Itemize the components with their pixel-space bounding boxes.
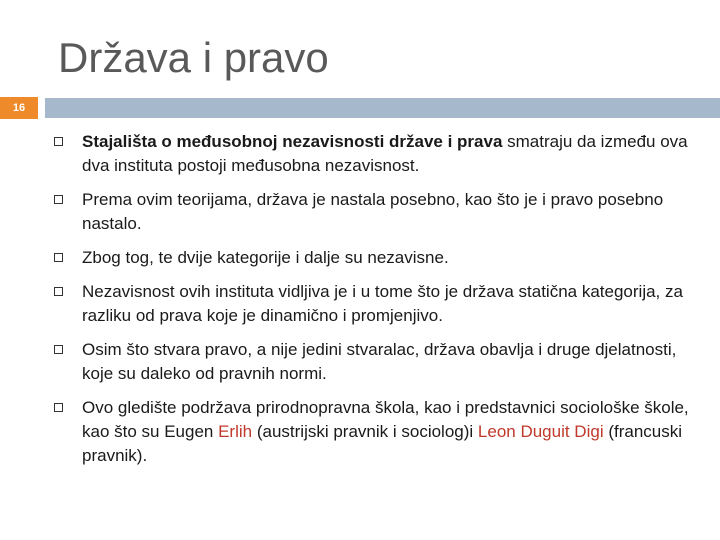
bullet-text: Osim što stvara pravo, a nije jedini stvaralac, država obavlja i druge djelatnosti, koje su daleko od pravnih normi. xyxy=(82,340,677,383)
bullet-item xyxy=(54,338,704,386)
person-name-erlih: Erlih xyxy=(218,422,253,441)
bullet-list xyxy=(54,130,704,478)
bullet-text: Nezavisnost ovih instituta vidljiva je i u tome što je država statična kategorija, za razliku od prava koje je dinamično i promjenjivo. xyxy=(82,282,683,325)
bullet-text: Ovo gledište podržava prirodnopravna škola, kao i predstavnici sociološke škole, kao što su Eugen xyxy=(82,398,689,441)
bullet-text: (austrijski pravnik i sociolog)i xyxy=(252,422,478,441)
bullet-item xyxy=(54,280,704,328)
bullet-item xyxy=(54,396,704,468)
bullet-text: Prema ovim teorijama, država je nastala posebno, kao što je i pravo posebno nastalo. xyxy=(82,190,664,233)
bullet-text: Zbog tog, te dvije kategorije i dalje su nezavisne. xyxy=(82,248,449,267)
bullet-item xyxy=(54,188,704,236)
person-name-duguit: Leon Duguit Digi xyxy=(477,422,604,441)
bullet-item xyxy=(54,130,704,178)
title-rule xyxy=(45,98,720,118)
bullet-bold-text: Stajališta o međusobnoj nezavisnosti države i prava xyxy=(82,132,503,151)
square-bullet-icon xyxy=(54,345,63,354)
square-bullet-icon xyxy=(54,253,63,262)
square-bullet-icon xyxy=(54,287,63,296)
bullet-item xyxy=(54,246,704,270)
bullet-text: smatraju da između ova dva instituta postoji međusobna nezavisnost. xyxy=(82,132,688,175)
bullet-text: (francuski pravnik). xyxy=(82,422,683,465)
square-bullet-icon xyxy=(54,195,63,204)
slide-title: Država i pravo xyxy=(58,34,329,81)
slide-number: 16 xyxy=(0,97,38,119)
square-bullet-icon xyxy=(54,137,63,146)
square-bullet-icon xyxy=(54,403,63,412)
